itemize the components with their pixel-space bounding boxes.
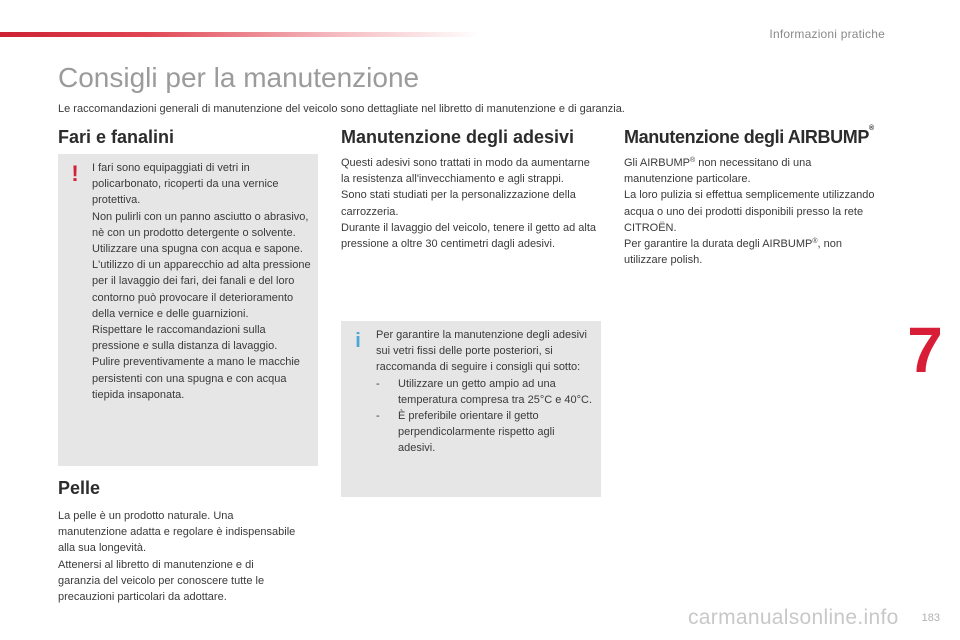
section-heading-pelle: Pelle <box>58 478 101 498</box>
section-adesivi <box>341 127 603 252</box>
intro-text: Le raccomandazioni generali di manutenzione del veicolo sono dettagliate nel libretto di manutenzione e di garanzia. <box>58 103 625 115</box>
exclamation-icon: ! <box>71 161 79 186</box>
section-airbump <box>624 127 894 268</box>
pelle-text: La pelle è un prodotto naturale. Una manutenzione adatta e regolare è indispensabile alla sua longevità. Attenersi al libretto di manutenzione e di garanzia del veicolo per conoscere tutte le precauzioni particolari da adottare. <box>58 510 296 604</box>
chapter-title: Informazioni pratiche <box>769 27 885 41</box>
list-item: - È preferibile orientare il getto perpendicolarmente rispetto agli adesivi. <box>376 410 555 455</box>
airbump-text-3: Per garantire la durata degli AIRBUMP®, non utilizzare polish. <box>624 238 842 267</box>
section-pelle <box>58 478 320 605</box>
header-accent-bar <box>0 32 480 37</box>
section-heading-airbump: Manutenzione degli AIRBUMP® <box>624 125 874 147</box>
list-item: - Utilizzare un getto ampio ad una temperatura compresa tra 25°C e 40°C. <box>376 377 593 406</box>
section-heading-adesivi: Manutenzione degli adesivi <box>341 127 575 147</box>
chapter-number: 7 <box>907 314 943 386</box>
page-title: Consigli per la manutenzione <box>58 62 420 93</box>
airbump-text-2: La loro pulizia si effettua semplicemente utilizzando acqua o uno dei prodotti disponibili presso la rete CITROËN. <box>624 189 875 234</box>
warning-box-fari <box>58 154 318 466</box>
info-box-adesivi <box>341 321 601 497</box>
info-text: Per garantire la manutenzione degli adesivi sui vetri fissi delle porte posteriori, si raccomanda di seguire i consigli qui sotto: <box>376 329 587 374</box>
airbump-text-1: Gli AIRBUMP® non necessitano di una manutenzione particolare. <box>624 157 812 186</box>
section-heading-fari: Fari e fanalini <box>58 127 175 147</box>
fari-text: I fari sono equipaggiati di vetri in policarbonato, ricoperti da una vernice protettiva. Non pulirli con un panno asciutto o abrasivo, nè con un prodotto detergente o solvente. Utilizzare una spugna con acqua e sapone. L'utilizzo di un apparecchio ad alta pressione per il lavaggio dei fari, dei fanali e del loro contorno può provocare il deterioramento della vernice e delle guarnizioni. Rispettare le raccomandazioni sulla pressione e sulla distanza di lavaggio. Pulire preventivamente a mano le macchie persistenti con una spugna e con acqua tiepida insaponata. <box>92 162 311 401</box>
section-fari <box>58 127 320 148</box>
watermark: carmanualsonline.info <box>688 606 899 629</box>
page-number: 183 <box>921 612 940 624</box>
info-icon: i <box>355 330 361 352</box>
adesivi-text: Questi adesivi sono trattati in modo da aumentarne la resistenza all'invecchiamento e agli strappi. Sono stati studiati per la personalizzazione della carrozzeria. Durante il lavaggio del veicolo, tenere il getto ad alta pressione a oltre 30 centimetri dagli adesivi. <box>341 157 596 251</box>
